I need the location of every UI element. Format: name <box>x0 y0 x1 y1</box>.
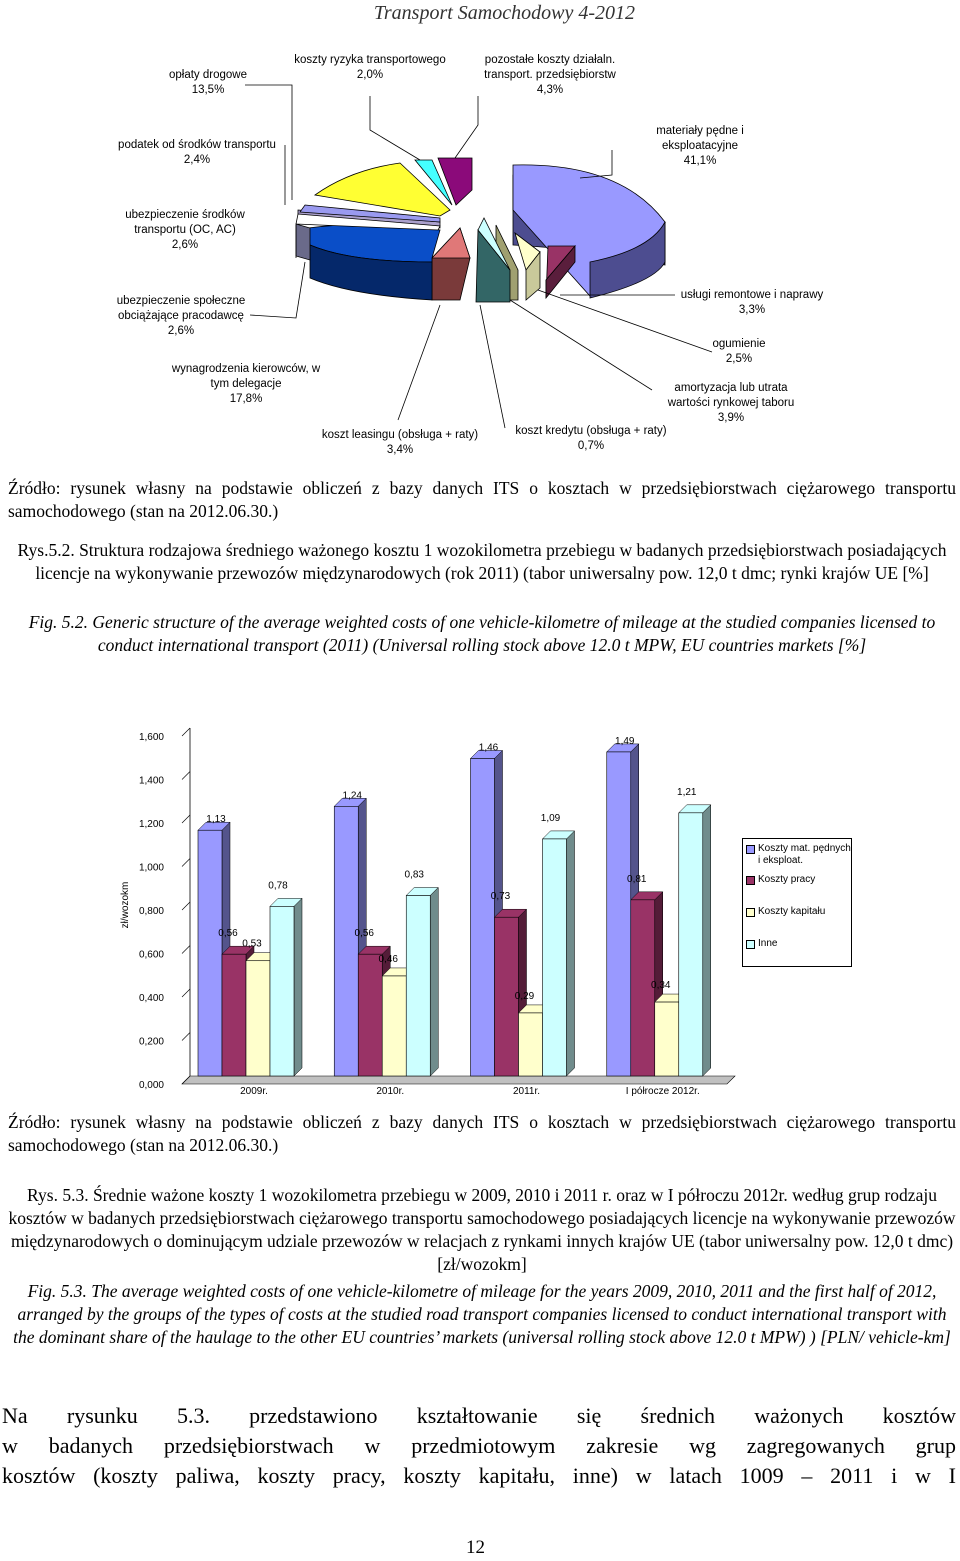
bar-side <box>294 898 302 1076</box>
bar <box>543 839 567 1076</box>
y-tick-mark <box>182 728 190 736</box>
data-label: 1,13 <box>206 814 226 826</box>
figure-caption-5-3: Rys. 5.3. Średnie ważone koszty 1 wozokilometra przebiegu w 2009, 2010 i 2011 r. oraz w I półroczu 2012r. według grup rodzaju kosztów w badanych przedsiębiorstwach ciężarowego transportu samochodowego posiadających licencje na wykonywanie przewozów międzynarodowych o dominującym udziale przewozów w relacjach z rynkami innych krajów UE (tabor uniwersalny pow. 12,0 t dmc) [zł/wozokm] <box>8 1185 956 1274</box>
y-tick-label: 0,600 <box>138 949 164 961</box>
data-label: 0,56 <box>354 928 374 940</box>
data-label: 1,24 <box>342 790 362 802</box>
data-label: 1,09 <box>540 812 561 824</box>
bar <box>382 976 406 1076</box>
data-label: 1,46 <box>478 742 499 754</box>
figure-caption-5-3-en: Fig. 5.3. The average weighted costs of one vehicle-kilometre of mileage for the years 2009, 2010, 2011 and the first half of 2012, arranged by the groups of the types of costs at the studied road transport companies licensed to conduct international transport with the dominant share of the haulage to the other EU countries’ markets (universal rolling stock above 12.0 t MPW) ) [PLN/ vehicle-km] <box>13 1281 951 1347</box>
y-tick-label: 0,200 <box>138 1036 164 1048</box>
bar-side <box>703 805 711 1076</box>
x-tick-label: 2009r. <box>240 1086 268 1097</box>
y-tick-label: 0,400 <box>138 993 164 1004</box>
source-note-2: Źródło: rysunek własny na podstawie obliczeń z bazy danych ITS o kosztach w przedsiębiorstwach ciężarowego transportu samochodowego (stan na 2012.06.30.) <box>8 1112 956 1155</box>
y-axis-label: zł/wozokm <box>120 881 131 929</box>
data-label: 0,78 <box>268 880 288 892</box>
bar <box>679 813 703 1076</box>
bar <box>471 758 495 1076</box>
y-tick-label: 0,000 <box>138 1080 164 1091</box>
pie-label-credit: koszt kredytu (obsługa + raty) 0,7% <box>515 425 667 452</box>
y-tick-label: 1,600 <box>138 732 164 743</box>
pie-slice-wages <box>308 224 440 300</box>
figure-caption-5-2-en: Fig. 5.2. Generic structure of the average weighted costs of one vehicle-kilometre of mileage at the studied companies licensed to conduct international transport (2011) (Universal rolling stock above 12.0 t MPW, EU countries markets [%] <box>28 612 936 655</box>
bar <box>222 954 246 1076</box>
bar <box>270 906 294 1076</box>
bar <box>519 1013 543 1076</box>
y-tick-mark <box>182 989 190 997</box>
y-tick-mark <box>182 859 190 867</box>
y-tick-mark <box>182 772 190 780</box>
legend-label-fuel: Koszty mat. pędnych i eksploat. <box>758 843 851 866</box>
plot-floor <box>182 1076 735 1084</box>
bar <box>607 752 631 1076</box>
figure-caption-5-2: Rys.5.2. Struktura rodzajowa średniego ważonego kosztu 1 wozokilometra przebiegu w badanych przedsiębiorstwach posiadających licencje na wykonywanie przewozów międzynarodowych (rok 2011) (tabor uniwersalny pow. 12,0 t dmc; rynki krajów UE [%] <box>17 540 947 583</box>
bar <box>406 895 430 1076</box>
body-line-3: kosztów (koszty paliwa, koszty pracy, koszty kapitału, inne) w latach 1009 – 2011 i w I <box>2 1463 956 1488</box>
pie-label-other: pozostałe koszty działaln. transport. przedsiębiorstw 4,3% <box>484 54 616 96</box>
y-tick-label: 1,000 <box>138 862 164 874</box>
pie-label-wages: wynagrodzenia kierowców, w tym delegacje 17,8% <box>171 363 321 405</box>
bar <box>358 954 382 1076</box>
data-label: 0,56 <box>218 928 238 940</box>
data-label: 0,73 <box>490 891 511 903</box>
y-tick-label: 1,200 <box>138 819 164 830</box>
pie-label-tyres: ogumienie 2,5% <box>712 338 766 365</box>
pie-label-repairs: usługi remontowe i naprawy 3,3% <box>680 289 824 316</box>
pie-slice-other <box>438 158 472 205</box>
pie-label-tax: podatek od środków transportu 2,4% <box>118 139 276 166</box>
data-label: 1,49 <box>615 735 635 747</box>
data-label: 0,29 <box>514 990 535 1002</box>
bar <box>198 830 222 1076</box>
data-label: 1,21 <box>677 786 697 798</box>
bar <box>334 806 358 1076</box>
pie-label-depreciation: amortyzacja lub utrata wartości rynkowej taboru 3,9% <box>667 382 795 424</box>
page-number: 12 <box>466 1537 485 1558</box>
pie-label-vehicle-insurance: ubezpieczenie środków transportu (OC, AC) 2,6% <box>125 209 245 251</box>
body-line-2: w badanych przedsiębiorstwach w przedmiotowym zakresie wg zagregowanych grup <box>2 1433 956 1458</box>
bar <box>246 961 270 1076</box>
y-tick-mark <box>182 1033 190 1041</box>
data-label: 0,53 <box>242 938 262 950</box>
body-line-1: Na rysunku 5.3. przedstawiono kształtowanie się średnich ważonych kosztów <box>2 1403 956 1428</box>
data-label: 0,83 <box>404 869 424 881</box>
data-label: 0,34 <box>651 980 671 992</box>
x-tick-label: I półrocze 2012r. <box>625 1086 700 1097</box>
pie-label-risk: koszty ryzyka transportowego 2,0% <box>294 54 446 81</box>
x-tick-label: 2010r. <box>376 1086 405 1097</box>
pie-label-fuel: materiały pędne i eksploatacyjne 41,1% <box>656 125 744 167</box>
bar <box>655 1002 679 1076</box>
running-title: Transport Samochodowy 4-2012 <box>373 2 635 24</box>
pie-slice-credit <box>476 218 510 302</box>
bar-side <box>430 887 438 1076</box>
bar-side <box>567 831 575 1076</box>
legend-label-capital: Koszty kapitału <box>758 906 826 917</box>
legend-label-other: Inne <box>758 938 778 949</box>
legend-box <box>742 838 852 967</box>
y-tick-mark <box>182 815 190 823</box>
pie-label-leasing: koszt leasingu (obsługa + raty) 3,4% <box>321 429 479 456</box>
x-tick-label: 2011r. <box>512 1086 541 1097</box>
y-tick-mark <box>182 946 190 954</box>
data-label: 0,81 <box>627 873 647 885</box>
source-note-1: Źródło: rysunek własny na podstawie obliczeń z bazy danych ITS o kosztach w przedsiębiorstwach ciężarowego transportu samochodowego (stan na 2012.06.30.) <box>8 478 956 521</box>
pie-label-road-fees: opłaty drogowe 13,5% <box>169 69 247 96</box>
data-label: 0,46 <box>378 953 398 965</box>
y-tick-mark <box>182 902 190 910</box>
legend-label-labour: Koszty pracy <box>758 874 816 885</box>
y-tick-label: 1,400 <box>138 775 164 787</box>
pie-label-social-insurance: ubezpieczenie społeczne obciążające pracodawcę 2,6% <box>116 295 246 337</box>
y-tick-label: 0,800 <box>138 906 164 917</box>
